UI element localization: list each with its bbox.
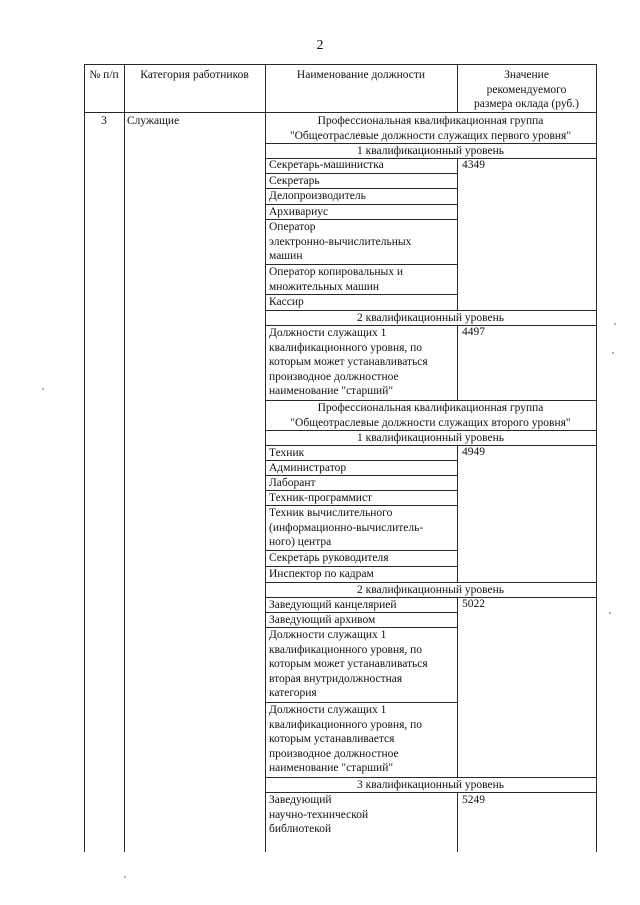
page-number: 2 [316,38,324,53]
table-border [124,64,125,852]
list-item: Техник-программист [269,492,373,504]
table-border [457,158,458,310]
list-item: Должности служащих 1 квалификационного уровня, по которым может устанавливаться вторая внутридолжностная категория [269,629,428,700]
table-border [457,325,458,400]
group1-level1-salary: 4349 [462,159,485,171]
scan-speck [42,388,44,390]
list-item: Оператор копировальных и множительных машин [269,266,404,293]
group2-level1-salary: 4949 [462,446,485,458]
list-item: Кассир [269,296,304,308]
list-item: Лаборант [269,477,316,489]
scan-speck [609,612,611,614]
list-item: Техник вычислительного (информационно-вычислитель- ного) центра [269,507,424,549]
header-category: Категория работников [140,69,249,81]
scan-speck [614,323,616,325]
list-item: Секретарь-машинистка [269,159,384,171]
table-border [84,112,85,852]
list-item: Заведующий архивом [269,614,376,626]
list-item: Секретарь [269,175,320,187]
group2-level2-title: 2 квалификационный уровень [357,584,504,596]
table-border [457,792,458,852]
table-border [457,445,458,582]
scan-speck [124,876,126,878]
header-num: № п/п [89,69,119,81]
list-item: Заведующий канцелярией [269,599,397,611]
group2-title: Профессиональная квалификационная группа "Общеотраслевые должности служащих второго уровня" [290,402,571,429]
list-item: Оператор электронно-вычислительных машин [269,221,412,263]
header-position: Наименование должности [296,69,426,81]
list-item: Архивариус [269,206,329,218]
group2-level2-salary: 5022 [462,598,485,610]
table-border [457,597,458,777]
table-border [596,64,597,852]
group2-level3-salary: 5249 [462,794,485,806]
list-item: Должности служащих 1 квалификационного уровня, по которым может устанавливаться производное должностное наименование "старший" [269,327,428,398]
scan-speck [612,352,614,354]
table-border [84,112,597,113]
group1-title: Профессиональная квалификационная группа "Общеотраслевые должности служащих первого уровня" [289,115,572,142]
group1-level2-salary: 4497 [462,326,485,338]
list-item: Администратор [269,462,347,474]
table-border [84,64,597,65]
list-item: Секретарь руководителя [269,552,389,564]
list-item: Инспектор по кадрам [269,568,374,580]
table-border [265,445,597,446]
list-item: Должности служащих 1 квалификационного уровня, по которым устанавливается производное должностное наименование "старший" [269,704,423,775]
list-item: Заведующий научно-технической библиотекой [269,794,369,836]
group2-level3-title: 3 квалификационный уровень [357,779,504,791]
group2-level1-title: 1 квалификационный уровень [357,432,504,444]
row-num: 3 [101,115,107,127]
row-category: Служащие [127,115,180,127]
group1-level2-title: 2 квалификационный уровень [357,312,504,324]
header-value: Значение рекомендуемого размера оклада (руб.) [474,69,579,111]
group1-level1-title: 1 квалификационный уровень [357,145,504,157]
list-item: Делопроизводитель [269,190,366,202]
list-item: Техник [269,447,305,459]
